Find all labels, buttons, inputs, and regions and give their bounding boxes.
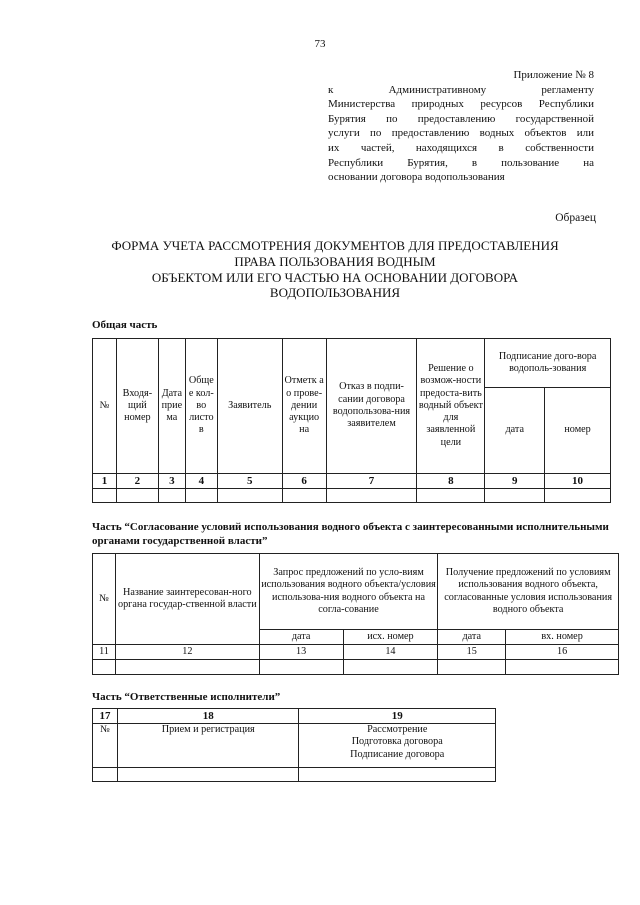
column-number: 18 — [117, 709, 299, 724]
column-number: 3 — [158, 474, 185, 489]
form-title-line: ВОДОПОЛЬЗОВАНИЯ — [269, 285, 401, 301]
empty-cell — [282, 489, 326, 503]
executors-part-heading: Часть “Ответственные исполнители” — [92, 691, 281, 703]
col-header-reception: Прием и регистрация — [117, 724, 299, 768]
empty-cell — [116, 489, 158, 503]
column-number: 17 — [93, 709, 118, 724]
col-header-signing-number: номер — [545, 388, 611, 474]
column-number: 1 — [93, 474, 117, 489]
col-header-agency-name: Название заинтересован-ного органа государ-ственной власти — [115, 554, 259, 645]
col-header-decision: Решение о возмож-ности предоста-вить водный объект для заявленной цели — [417, 339, 485, 474]
col-header-applicant: Заявитель — [217, 339, 282, 474]
empty-cell — [93, 660, 116, 675]
empty-cell — [158, 489, 185, 503]
col-header-review — [299, 724, 496, 768]
col-header-request: Запрос предложений по усло-виям использования водного объекта/условия использова-ния водного объекта на согла-сование — [259, 554, 438, 630]
empty-cell — [259, 660, 343, 675]
column-number: 2 — [116, 474, 158, 489]
empty-cell — [93, 768, 118, 782]
col-header-received-date: дата — [438, 630, 506, 645]
col-header-incoming-number: Входя-щий номер — [116, 339, 158, 474]
col-header-request-date: дата — [259, 630, 343, 645]
column-number: 5 — [217, 474, 282, 489]
appendix-line: услуги по предоставлению водных объектов или — [328, 127, 594, 140]
column-number: 11 — [93, 645, 116, 660]
empty-cell — [326, 489, 417, 503]
empty-cell — [299, 768, 496, 782]
empty-cell — [115, 660, 259, 675]
sample-label: Образец — [555, 212, 596, 224]
column-number: 8 — [417, 474, 485, 489]
col-header-receipt-date: Дата прие ма — [158, 339, 185, 474]
col-header-no: № — [93, 554, 116, 645]
empty-cell — [217, 489, 282, 503]
appendix-line: Республики Бурятия, в пользование на — [328, 156, 594, 169]
agreement-table — [92, 553, 619, 675]
appendix-title: Приложение № 8 — [513, 69, 594, 81]
col-header-auction-mark: Отметк а о прове-дении аукцио на — [282, 339, 326, 474]
appendix-line: их частей, находящихся в собственности — [328, 141, 594, 154]
column-number: 14 — [343, 645, 438, 660]
general-part-heading: Общая часть — [92, 319, 158, 331]
appendix-line: основании договора водопользования — [328, 171, 505, 184]
executors-table — [92, 708, 496, 782]
review-line: Рассмотрение — [367, 724, 428, 735]
review-line: Подготовка договора — [351, 736, 443, 748]
col-header-received: Получение предложений по условиям использования водного объекта, согласованные условия использования водного объекта — [438, 554, 619, 630]
agreement-part-heading: Часть “Согласование условий использования водного объекта с заинтересованными исполнительными органами государственной власти” — [92, 521, 609, 547]
col-header-out-number: исх. номер — [343, 630, 438, 645]
empty-cell — [185, 489, 217, 503]
empty-cell — [545, 489, 611, 503]
column-number: 6 — [282, 474, 326, 489]
empty-cell — [343, 660, 438, 675]
column-number: 12 — [115, 645, 259, 660]
appendix-line: к Административному регламенту — [328, 83, 594, 96]
empty-cell — [117, 768, 299, 782]
column-number: 16 — [506, 645, 619, 660]
col-header-no: № — [93, 724, 118, 768]
column-number: 15 — [438, 645, 506, 660]
empty-cell — [485, 489, 545, 503]
empty-cell — [93, 489, 117, 503]
appendix-line: Министерства природных ресурсов Республики — [328, 98, 594, 111]
column-number: 10 — [545, 474, 611, 489]
form-title-line: ФОРМА УЧЕТА РАССМОТРЕНИЯ ДОКУМЕНТОВ ДЛЯ ПРЕДОСТАВЛЕНИЯ — [111, 238, 559, 253]
form-title-line: ПРАВА ПОЛЬЗОВАНИЯ ВОДНЫМ — [234, 253, 436, 269]
appendix-line: Бурятия по предоставлению государственной — [328, 112, 594, 125]
column-number: 9 — [485, 474, 545, 489]
review-line: Подписание договора — [350, 748, 445, 760]
column-number: 19 — [299, 709, 496, 724]
empty-cell — [438, 660, 506, 675]
form-title — [70, 238, 600, 301]
form-title-line: ОБЪЕКТОМ ИЛИ ЕГО ЧАСТЬЮ НА ОСНОВАНИИ ДОГОВОРА — [151, 269, 519, 285]
empty-cell — [417, 489, 485, 503]
col-header-refusal: Отказ в подпи-сании договора водопользова-ния заявителем — [326, 339, 417, 474]
page-number: 73 — [314, 38, 326, 50]
empty-cell — [506, 660, 619, 675]
col-header-signing: Подписание дого-вора водополь-зования — [485, 339, 611, 388]
col-header-no: № — [93, 339, 117, 474]
col-header-signing-date: дата — [485, 388, 545, 474]
col-header-in-number: вх. номер — [506, 630, 619, 645]
col-header-total-sheets: Обще е кол-во листо в — [185, 339, 217, 474]
general-table — [92, 338, 611, 503]
column-number: 13 — [259, 645, 343, 660]
appendix-reference — [328, 68, 594, 185]
column-number: 4 — [185, 474, 217, 489]
column-number: 7 — [326, 474, 417, 489]
